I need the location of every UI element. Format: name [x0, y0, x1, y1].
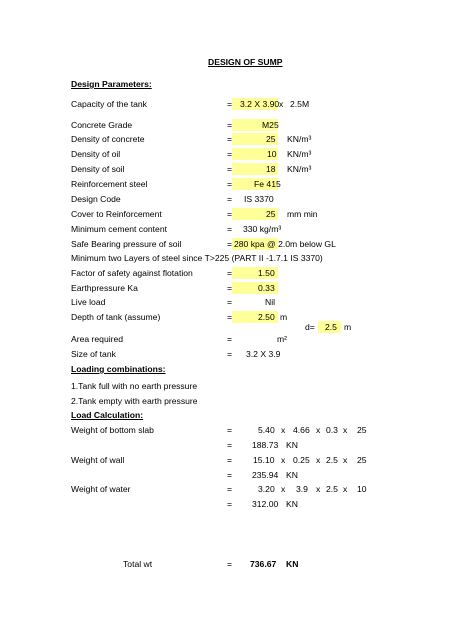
- water-x2: x: [316, 484, 321, 494]
- capacity-extra: 2.5M: [290, 99, 310, 109]
- density-soil-value: 18: [266, 164, 276, 174]
- wall-x1: x: [281, 455, 286, 465]
- design-code-equals: =: [227, 194, 233, 204]
- density-soil-equals: =: [227, 164, 233, 174]
- wall-a: 15.10: [253, 455, 275, 465]
- ka-label: Earthpressure Ka: [71, 283, 138, 293]
- wall-result: 235.94: [252, 470, 279, 480]
- wall-x3: x: [343, 455, 348, 465]
- reinforcement-value: Fe 415: [254, 179, 281, 189]
- size-equals: =: [227, 349, 233, 359]
- water-d: 10: [357, 484, 367, 494]
- bottom-slab-unit: KN: [286, 440, 298, 450]
- fos-label: Factor of safety against flotation: [71, 268, 193, 278]
- total-unit: KN: [286, 559, 299, 569]
- loading-heading: Loading combinations:: [71, 364, 166, 374]
- water-b: 3.9: [296, 484, 308, 494]
- bottom-slab-equals-2: =: [227, 440, 233, 450]
- depth-unit: m: [280, 312, 288, 322]
- live-load-value: Nil: [265, 297, 276, 307]
- bottom-slab-x1: x: [281, 425, 286, 435]
- wall-equals-2: =: [227, 470, 233, 480]
- load-calc-heading: Load Calculation:: [71, 410, 144, 420]
- wall-unit: KN: [286, 470, 298, 480]
- d-value: 2.5: [325, 322, 337, 332]
- cover-value: 25: [266, 209, 276, 219]
- water-label: Weight of water: [71, 484, 131, 494]
- cover-unit: mm min: [287, 209, 318, 219]
- design-code-label: Design Code: [71, 194, 121, 204]
- density-oil-value: 10: [267, 149, 277, 159]
- wall-c: 2.5: [326, 455, 338, 465]
- design-parameters-heading: Design Parameters:: [71, 79, 152, 89]
- total-label: Total wt: [123, 559, 153, 569]
- density-concrete-label: Density of concrete: [71, 134, 145, 144]
- area-equals: =: [227, 334, 233, 344]
- capacity-equals: =: [227, 99, 233, 109]
- density-concrete-unit: KN/m³: [287, 134, 312, 144]
- depth-value: 2.50: [258, 312, 275, 322]
- size-value: 3.2 X 3.9: [246, 349, 281, 359]
- area-unit: m²: [277, 334, 288, 344]
- density-soil-unit: KN/m³: [287, 164, 312, 174]
- concrete-grade-value: M25: [262, 120, 279, 130]
- ka-equals: =: [227, 283, 233, 293]
- wall-equals: =: [227, 455, 233, 465]
- bottom-slab-b: 4.66: [293, 425, 310, 435]
- water-x1: x: [281, 484, 286, 494]
- bottom-slab-x3: x: [343, 425, 348, 435]
- total-value: 736.67: [250, 559, 277, 569]
- live-load-label: Live load: [71, 297, 106, 307]
- cover-equals: =: [227, 209, 233, 219]
- water-result: 312.00: [252, 499, 279, 509]
- cover-label: Cover to Reinforcement: [71, 209, 162, 219]
- wall-b: 0.25: [293, 455, 310, 465]
- min-cement-label: Minimum cement content: [71, 224, 167, 234]
- bottom-slab-a: 5.40: [258, 425, 275, 435]
- loading-item-1: 1.Tank full with no earth pressure: [71, 381, 198, 391]
- water-equals-2: =: [227, 499, 233, 509]
- sbc-value: 280 kpa @ 2.0m below GL: [234, 239, 336, 249]
- page-title: DESIGN OF SUMP: [208, 57, 283, 67]
- fos-value: 1.50: [258, 268, 275, 278]
- density-oil-label: Density of oil: [71, 149, 121, 159]
- bottom-slab-d: 25: [357, 425, 367, 435]
- loading-item-2: 2.Tank empty with earth pressure: [71, 396, 198, 406]
- density-concrete-equals: =: [227, 134, 233, 144]
- wall-x2: x: [316, 455, 321, 465]
- capacity-value: 3.2 X 3.90: [240, 99, 280, 109]
- bottom-slab-x2: x: [316, 425, 321, 435]
- density-oil-equals: =: [227, 149, 233, 159]
- depth-label: Depth of tank (assume): [71, 312, 161, 322]
- min-cement-equals: =: [227, 224, 233, 234]
- ka-value: 0.33: [258, 283, 275, 293]
- live-load-equals: =: [227, 297, 233, 307]
- density-oil-unit: KN/m³: [287, 149, 312, 159]
- d-unit: m: [344, 322, 352, 332]
- fos-equals: =: [227, 268, 233, 278]
- bottom-slab-label: Weight of bottom slab: [71, 425, 154, 435]
- sbc-equals: =: [227, 239, 233, 249]
- steel-layers-note: Minimum two Layers of steel since T>225 (PART II -1.7.1 IS 3370): [71, 253, 323, 263]
- water-unit: KN: [286, 499, 298, 509]
- capacity-label: Capacity of the tank: [71, 99, 147, 109]
- density-concrete-value: 25: [266, 134, 276, 144]
- reinforcement-label: Reinforcement steel: [71, 179, 148, 189]
- water-c: 2.5: [326, 484, 338, 494]
- density-soil-label: Density of soil: [71, 164, 125, 174]
- sbc-label: Safe Bearing pressure of soil: [71, 239, 182, 249]
- capacity-x: x: [279, 99, 284, 109]
- total-equals: =: [227, 559, 233, 569]
- water-x3: x: [343, 484, 348, 494]
- water-a: 3.20: [258, 484, 275, 494]
- water-equals: =: [227, 484, 233, 494]
- concrete-grade-label: Concrete Grade: [71, 120, 133, 130]
- wall-label: Weight of wall: [71, 455, 125, 465]
- min-cement-value: 330 kg/m³: [243, 224, 282, 234]
- bottom-slab-equals: =: [227, 425, 233, 435]
- bottom-slab-c: 0.3: [326, 425, 338, 435]
- d-label: d=: [305, 322, 315, 332]
- reinforcement-equals: =: [227, 179, 233, 189]
- bottom-slab-result: 188.73: [252, 440, 279, 450]
- depth-equals: =: [227, 312, 233, 322]
- size-label: Size of tank: [71, 349, 116, 359]
- area-label: Area required: [71, 334, 124, 344]
- concrete-grade-equals: =: [227, 120, 233, 130]
- wall-d: 25: [357, 455, 367, 465]
- design-code-value: IS 3370: [244, 194, 274, 204]
